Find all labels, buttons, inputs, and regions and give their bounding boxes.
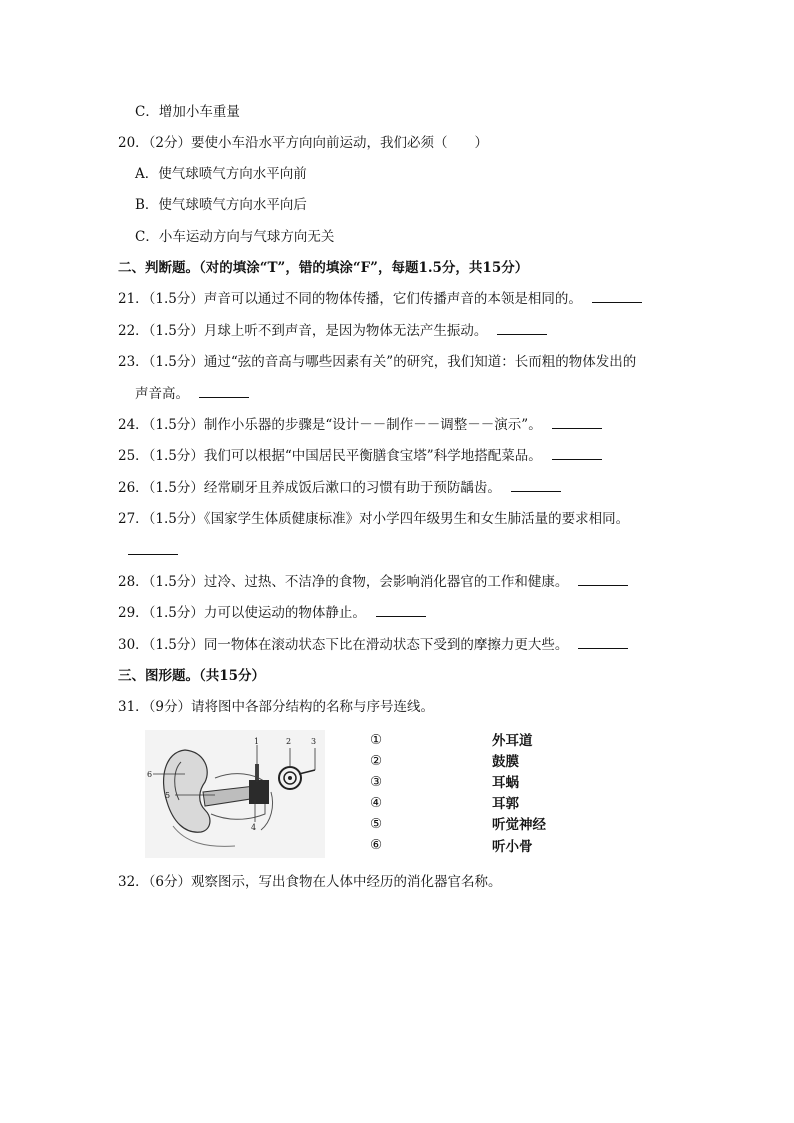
- match-number-4[interactable]: ④: [370, 795, 383, 811]
- judge-item-23: [118, 353, 636, 371]
- judge-item-29: [118, 604, 426, 622]
- judge-item-25: [118, 447, 602, 465]
- judge-item-22: [118, 322, 547, 340]
- section-3-title: 三、图形题。（共15分）: [118, 668, 266, 684]
- answer-blank[interactable]: [592, 290, 642, 303]
- answer-blank[interactable]: [578, 636, 628, 649]
- match-number-2[interactable]: ②: [370, 753, 383, 769]
- question-text: 21．（1.5分）声音可以通过不同的物体传播，它们传播声音的本领是相同的。: [118, 291, 582, 307]
- answer-blank[interactable]: [128, 542, 178, 555]
- match-name-4[interactable]: 耳郭: [492, 796, 519, 812]
- match-name-6[interactable]: 听小骨: [492, 839, 533, 855]
- section-2-title: 二、判断题。（对的填涂“T”，错的填涂“F”，每题1.5分，共15分）: [118, 260, 529, 276]
- question-text: 29．（1.5分）力可以使运动的物体静止。: [118, 605, 366, 621]
- answer-blank[interactable]: [497, 322, 547, 335]
- match-name-2[interactable]: 鼓膜: [492, 754, 519, 770]
- question-text: 26．（1.5分）经常刷牙且养成饭后漱口的习惯有助于预防龋齿。: [118, 480, 501, 496]
- question-text: 30．（1.5分）同一物体在滚动状态下比在滑动状态下受到的摩擦力更大些。: [118, 637, 569, 653]
- answer-blank[interactable]: [552, 416, 602, 429]
- figure-label-5: 5: [165, 791, 171, 800]
- judge-item-28: [118, 573, 628, 591]
- q19-option-c: C．增加小车重量: [135, 104, 240, 120]
- judge-item-21: [118, 290, 642, 308]
- figure-label-3: 3: [311, 737, 317, 746]
- answer-blank[interactable]: [552, 447, 602, 460]
- question-text: 27．（1.5分）《国家学生体质健康标准》对小学四年级男生和女生肺活量的要求相同。: [118, 511, 630, 527]
- q20-option-a: A．使气球喷气方向水平向前: [135, 166, 307, 182]
- question-text: 23．（1.5分）通过“弦的音高与哪些因素有关”的研究，我们知道：长而粗的物体发出的: [118, 354, 637, 370]
- question-text: 声音高。: [135, 386, 189, 402]
- q20-stem: 20．（2分）要使小车沿水平方向向前运动，我们必须（ ）: [118, 135, 489, 151]
- figure-label-4: 4: [251, 823, 257, 832]
- judge-item-30: [118, 636, 628, 654]
- judge-item-24: [118, 416, 602, 434]
- question-text: 24．（1.5分）制作小乐器的步骤是“设计－－制作－－调整－－演示”。: [118, 417, 542, 433]
- answer-blank[interactable]: [511, 479, 561, 492]
- q32-stem: 32．（6分）观察图示，写出食物在人体中经历的消化器官名称。: [118, 874, 502, 890]
- judge-item-27-cont: [128, 542, 178, 560]
- question-text: 25．（1.5分）我们可以根据“中国居民平衡膳食宝塔”科学地搭配菜品。: [118, 448, 542, 464]
- ear-structure-figure: [145, 730, 325, 858]
- match-number-6[interactable]: ⑥: [370, 837, 383, 853]
- figure-label-2: 2: [286, 737, 292, 746]
- question-text: 28．（1.5分）过冷、过热、不洁净的食物，会影响消化器官的工作和健康。: [118, 574, 569, 590]
- q31-stem: 31．（9分）请将图中各部分结构的名称与序号连线。: [118, 699, 435, 715]
- match-number-3[interactable]: ③: [370, 774, 383, 790]
- answer-blank[interactable]: [578, 573, 628, 586]
- question-text: 22．（1.5分）月球上听不到声音，是因为物体无法产生振动。: [118, 323, 488, 339]
- q20-option-b: B．使气球喷气方向水平向后: [135, 197, 307, 213]
- match-number-5[interactable]: ⑤: [370, 816, 383, 832]
- judge-item-27: [118, 510, 629, 528]
- answer-blank[interactable]: [376, 604, 426, 617]
- judge-item-23-cont: [135, 385, 249, 403]
- figure-label-1: 1: [254, 737, 260, 746]
- match-number-1[interactable]: ①: [370, 732, 383, 748]
- match-name-5[interactable]: 听觉神经: [492, 817, 546, 833]
- judge-item-26: [118, 479, 561, 497]
- match-name-1[interactable]: 外耳道: [492, 733, 533, 749]
- q20-option-c: C．小车运动方向与气球方向无关: [135, 229, 335, 245]
- match-name-3[interactable]: 耳蜗: [492, 775, 519, 791]
- figure-label-6: 6: [147, 770, 153, 779]
- answer-blank[interactable]: [199, 385, 249, 398]
